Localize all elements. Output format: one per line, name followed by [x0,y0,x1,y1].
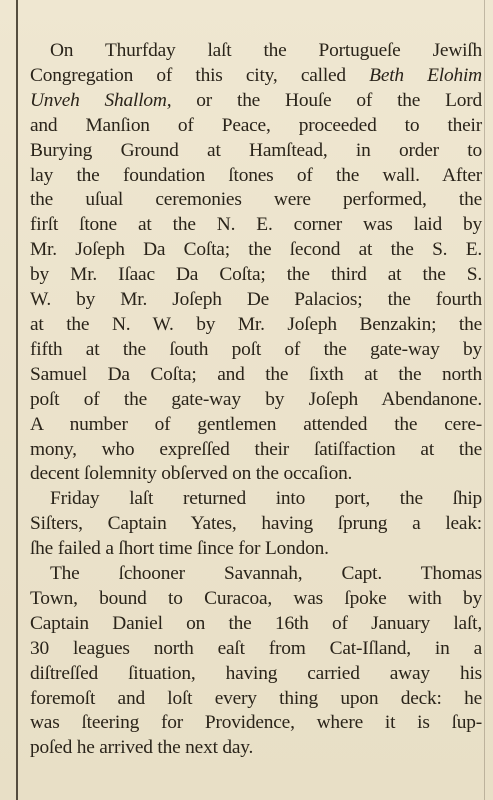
text-line: was ſteering for Providence, where it is ſup- [30,712,482,734]
column-rule-right [484,0,485,800]
paragraph-schooner-savannah [30,562,482,761]
text-line: firſt ſtone at the N. E. corner was laid by [30,214,482,236]
text-line: mony, who expreſſed their ſatiſfaction at the [30,438,482,460]
text-line: Samuel Da Coſta; and the ſixth at the north [30,363,482,385]
text-line: Burying Ground at Hamſtead, in order to [30,139,482,161]
text-line: Mr. Joſeph Da Coſta; the ſecond at the S. E. [30,239,482,261]
text-line: diſtreſſed ſituation, having carried away his [30,662,482,684]
text-line: poſt of the gate-way by Joſeph Abendanone. [30,388,482,410]
text-line: lay the foundation ſtones of the wall. After [30,164,482,186]
text-line: poſed he arrived the next day. [30,737,254,759]
text-line: W. by Mr. Joſeph De Palacios; the fourth [30,289,482,311]
paragraph-synagogue-foundation [30,39,482,487]
text-line: fifth at the ſouth poſt of the gate-way by [30,338,482,360]
text-line: Captain Daniel on the 16th of January laſt, [30,612,482,634]
column-rule-left [16,0,18,800]
text-line: Unveh Shallom, or the Houſe of the Lord [30,89,482,111]
text-line: the uſual ceremonies were performed, the [30,189,482,211]
text-line: Town, bound to Curacoa, was ſpoke with by [30,587,482,609]
text-line: On Thurfday laſt the Portugueſe Jewiſh [50,40,482,61]
text-line: Congregation of this city, called Beth Elohim [30,64,482,86]
text-line: decent ſolemnity obſerved on the occaſion. [30,463,353,485]
text-line: at the N. W. by Mr. Joſeph Benzakin; the [30,313,482,335]
text-line: and Manſion of Peace, proceeded to their [30,114,482,136]
text-line: foremoſt and loſt every thing upon deck: he [30,687,482,709]
text-line: A number of gentlemen attended the cere- [30,413,482,435]
text-line: The ſchooner Savannah, Capt. Thomas [50,563,482,585]
article-column [30,39,482,761]
text-line: 30 leagues north eaſt from Cat-Iſland, in a [30,637,482,659]
text-line: Friday laſt returned into port, the ſhip [50,488,482,510]
text-line: ſhe failed a ſhort time ſince for London. [30,538,329,560]
text-line: by Mr. Iſaac Da Coſta; the third at the S. [30,264,482,286]
text-line: Siſters, Captain Yates, having ſprung a leak: [30,513,482,535]
paragraph-ship-sisters [30,487,482,562]
